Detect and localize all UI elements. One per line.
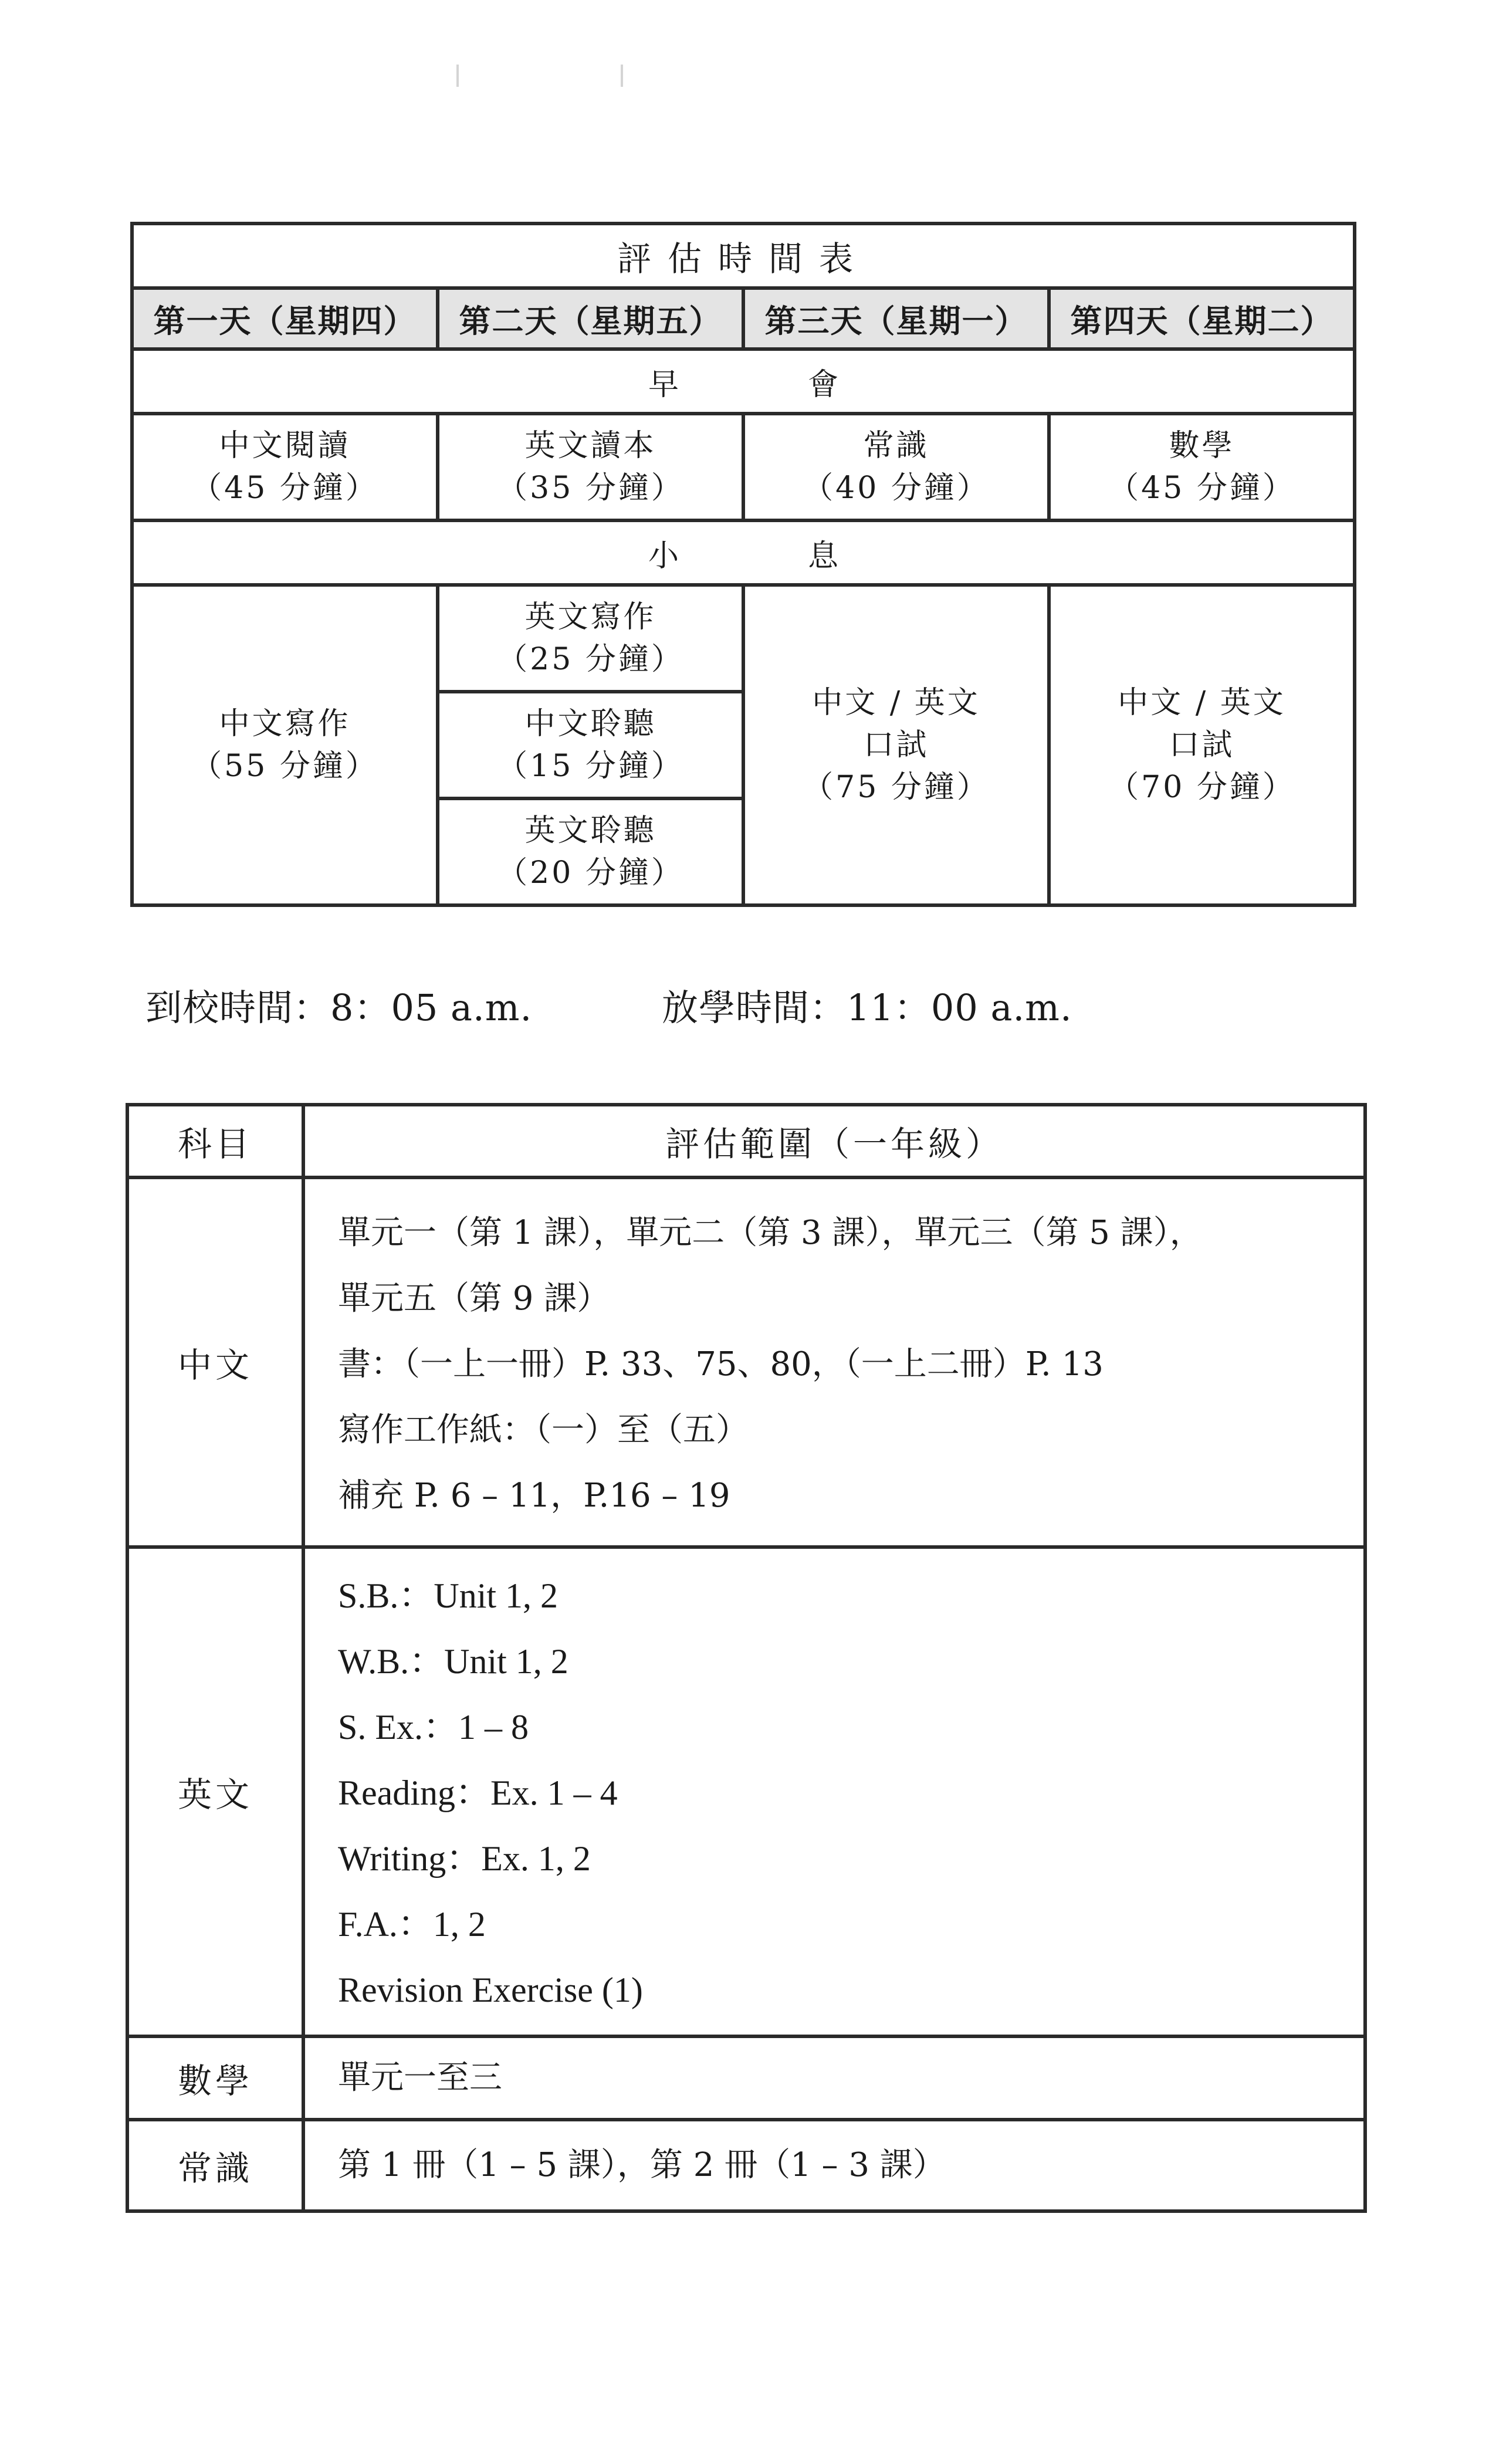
subject-duration: （45 分鐘） (1108, 471, 1295, 506)
session1-day3-cell (743, 414, 1049, 520)
assembly-cell (132, 349, 1355, 414)
scope-header-row (127, 1105, 1365, 1177)
subject-duration: （75 分鐘） (803, 770, 990, 805)
scope-subject-math: 數學 (127, 2036, 303, 2120)
scope-subject-english: 英文 (127, 1547, 303, 2036)
subject-duration: （70 分鐘） (1108, 770, 1295, 805)
subject-duration: （25 分鐘） (497, 642, 684, 677)
session2-day2-cell-2 (438, 692, 743, 798)
scope-row-english (127, 1547, 1365, 2036)
session2-day4-cell (1049, 585, 1355, 905)
subject-duration: （55 分鐘） (191, 749, 378, 784)
session2-day2-cell-3 (438, 798, 743, 905)
subject-name: 英文寫作 (524, 600, 656, 635)
scope-row-chinese (127, 1177, 1365, 1547)
scope-row-math (127, 2036, 1365, 2120)
scope-item: 單元一（第 1 課），單元二（第 3 課），單元三（第 5 課）， (338, 1214, 1203, 1252)
scope-subject-general-studies: 常識 (127, 2120, 303, 2211)
scope-header-range: 評估範圍（一年級） (303, 1105, 1365, 1177)
scope-item: 補充 P. 6 – 11，P.16 – 19 (338, 1477, 730, 1515)
scope-content-general-studies (303, 2120, 1365, 2211)
scope-item: W.B.：Unit 1, 2 (338, 1642, 568, 1681)
session2-day2-cell-1 (438, 585, 743, 692)
day-header-2: 第二天（星期五） (438, 288, 743, 349)
subject-name: 英文聆聽 (524, 813, 656, 848)
oral-exam-label: 口試 (1169, 727, 1235, 763)
assembly-label-part: 早 (648, 367, 679, 402)
schedule-title: 評估時間表 (132, 224, 1355, 288)
assembly-row (132, 349, 1355, 414)
scope-content-english (303, 1547, 1365, 2036)
session2-row-a (132, 585, 1355, 692)
break-row (132, 520, 1355, 585)
scope-item: S.B.：Unit 1, 2 (338, 1576, 559, 1615)
subject-duration: （45 分鐘） (191, 471, 378, 506)
scope-item: 單元一至三 (338, 2059, 502, 2097)
schedule-title-row (132, 224, 1355, 288)
day-header-1: 第一天（星期四） (132, 288, 438, 349)
scope-content-math (303, 2036, 1365, 2120)
subject-name: 數學 (1169, 428, 1235, 463)
assembly-label-part: 會 (808, 367, 839, 402)
session2-day3-cell (743, 585, 1049, 905)
scope-item: 書：（一上一冊）P. 33、75、80，（一上二冊）P. 13 (338, 1345, 1104, 1383)
scan-mark (456, 65, 459, 87)
oral-exam-label: 口試 (863, 727, 929, 763)
scope-header-subject: 科目 (127, 1105, 303, 1177)
subject-duration: （35 分鐘） (497, 471, 684, 506)
session1-day1-cell (132, 414, 438, 520)
subject-name: 英文讀本 (524, 428, 656, 463)
subject-name: 中文聆聽 (524, 706, 656, 742)
oral-exam-subjects: 中文 / 英文 (812, 685, 980, 720)
scope-item: 第 1 冊（1 – 5 課），第 2 冊（1 – 3 課） (338, 2146, 946, 2184)
scope-item: F.A.：1, 2 (338, 1905, 486, 1944)
scope-item: 單元五（第 9 課） (338, 1280, 610, 1318)
scope-item: Writing：Ex. 1, 2 (338, 1839, 591, 1878)
day-header-3: 第三天（星期一） (743, 288, 1049, 349)
subject-duration: （40 分鐘） (803, 471, 990, 506)
oral-exam-subjects: 中文 / 英文 (1118, 685, 1286, 720)
scope-item: Reading：Ex. 1 – 4 (338, 1773, 618, 1812)
subject-name: 中文閱讀 (219, 428, 351, 463)
session1-day4-cell (1049, 414, 1355, 520)
school-times-line (145, 979, 1072, 1031)
session1-day2-cell (438, 414, 743, 520)
break-cell (132, 520, 1355, 585)
subject-name: 常識 (863, 428, 929, 463)
scope-item: 寫作工作紙：（一）至（五） (338, 1411, 749, 1449)
day-header-4: 第四天（星期二） (1049, 288, 1355, 349)
break-label-part: 息 (808, 538, 839, 574)
scope-item: S. Ex.：1 – 8 (338, 1708, 529, 1747)
assessment-schedule-table (130, 222, 1356, 907)
subject-duration: （20 分鐘） (497, 855, 684, 891)
subject-name: 中文寫作 (219, 706, 351, 742)
scope-content-chinese (303, 1177, 1365, 1547)
arrival-time: 到校時間：8：05 a.m. (145, 986, 533, 1029)
session1-row (132, 414, 1355, 520)
scope-subject-chinese: 中文 (127, 1177, 303, 1547)
subject-duration: （15 分鐘） (497, 749, 684, 784)
dismissal-time: 放學時間：11：00 a.m. (662, 986, 1072, 1029)
scan-mark (621, 65, 623, 87)
scope-item: Revision Exercise (1) (338, 1971, 643, 2009)
break-label-part: 小 (648, 538, 679, 574)
schedule-day-header-row (132, 288, 1355, 349)
session2-day1-cell (132, 585, 438, 905)
scope-row-general-studies (127, 2120, 1365, 2211)
assessment-scope-table (126, 1103, 1367, 2213)
